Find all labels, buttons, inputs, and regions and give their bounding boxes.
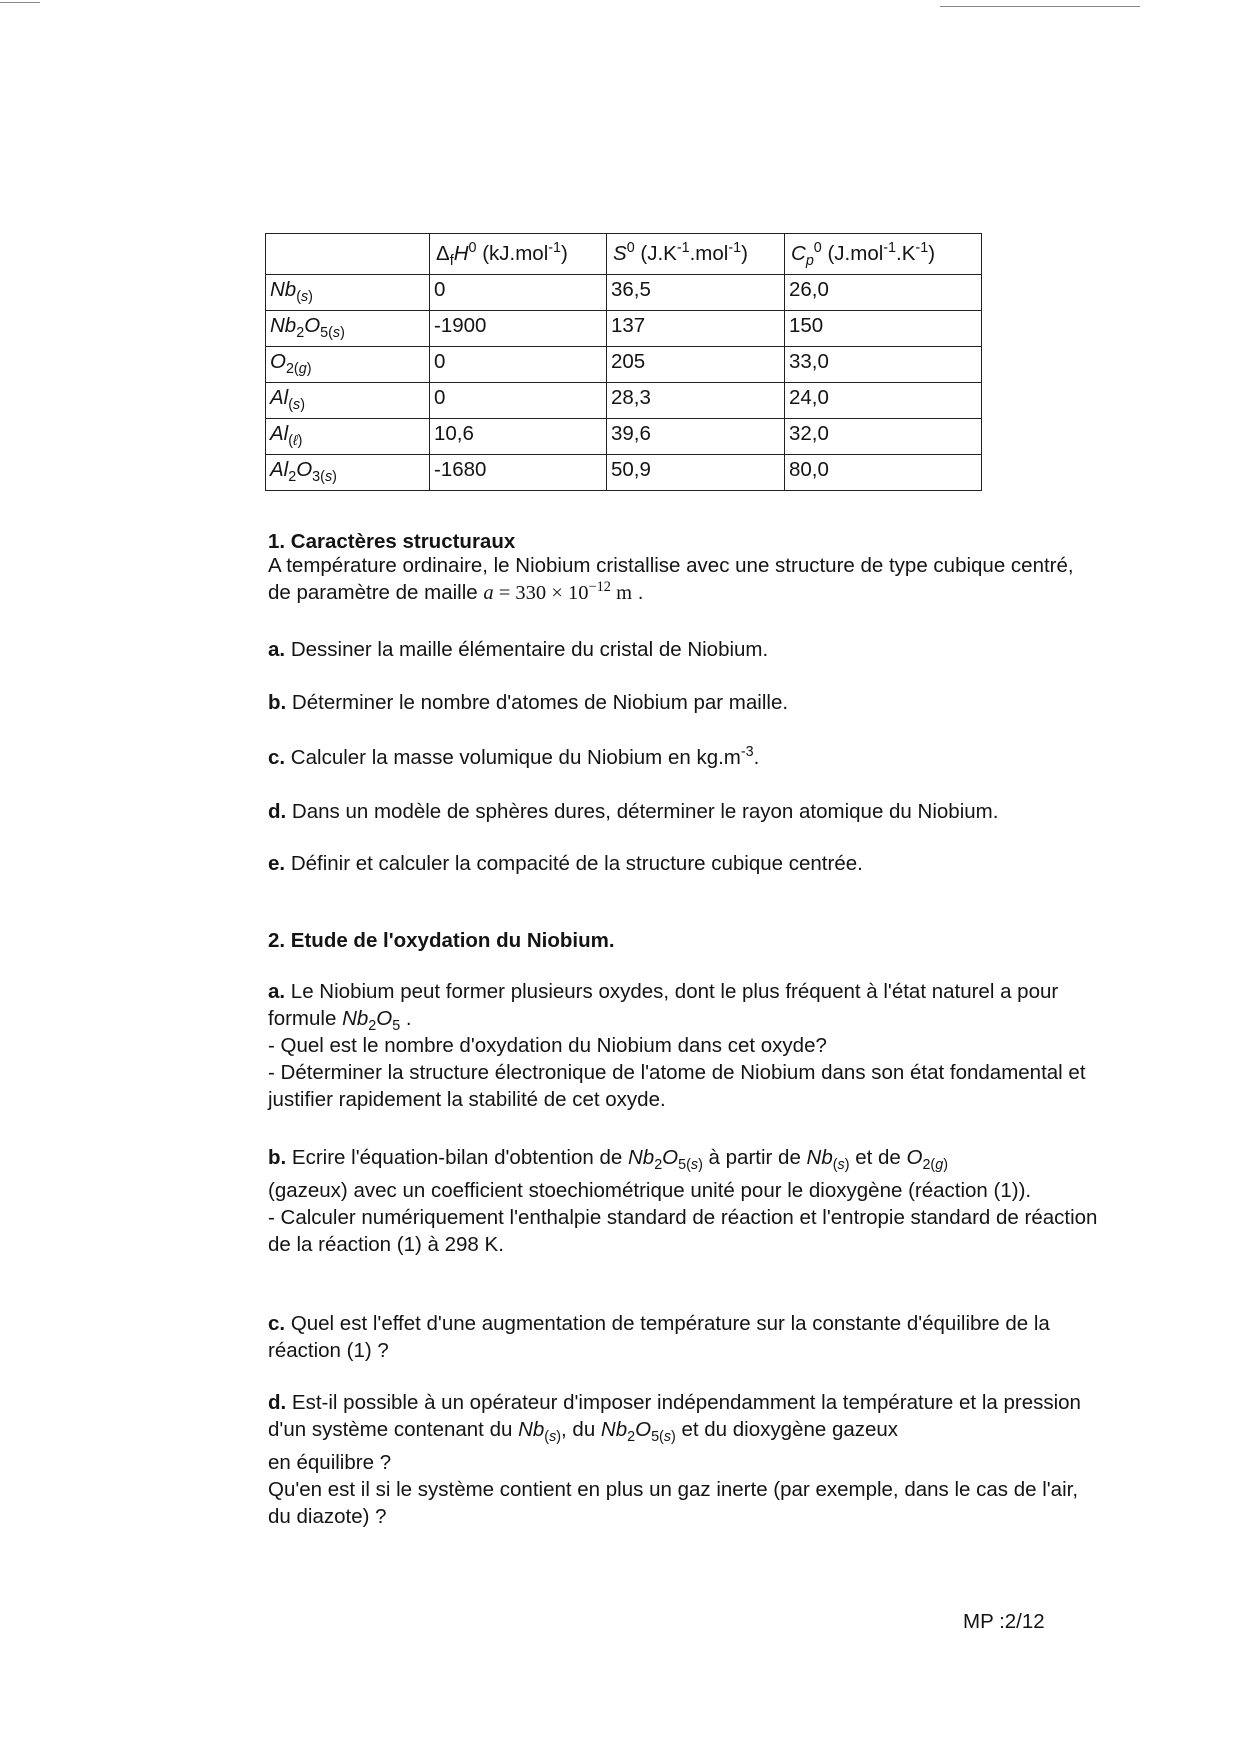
species-cell: $Nb_2O_{5(s)}$ bbox=[266, 311, 430, 347]
dfh-cell: 0 bbox=[430, 275, 607, 311]
s-cell: 205 bbox=[607, 347, 785, 383]
s-cell: 28,3 bbox=[607, 383, 785, 419]
header-dfh: $\Delta_fH^0$ (kJ.mol$^{-1}$) bbox=[430, 234, 607, 275]
scan-artifact-right bbox=[940, 6, 1140, 7]
s-cell: 50,9 bbox=[607, 455, 785, 491]
cp-cell: 33,0 bbox=[785, 347, 982, 383]
question-1a: a. Dessiner la maille élémentaire du cristal de Niobium. bbox=[268, 638, 769, 661]
header-s: $S^0$ $(J.K^{-1}.mol^{-1})$ bbox=[607, 234, 785, 275]
question-2b: b. Ecrire l'équation-bilan d'obtention de $Nb_2O_{5(s)}$ à partir de $Nb_{(s)}$ et de $O_{2(g)}$ (gazeux) avec un coefficient stoechiométrique unité pour le dioxygène (réaction (1)). - Calculer numériquement l'enthalpie standard de réaction et l'entropie standard de réaction de la réaction (1) à 298 K. bbox=[268, 1146, 1098, 1256]
cp-cell: 24,0 bbox=[785, 383, 982, 419]
dfh-cell: 0 bbox=[430, 383, 607, 419]
question-1e: e. Définir et calculer la compacité de la structure cubique centrée. bbox=[268, 852, 863, 875]
section1-title: 1. Caractères structuraux bbox=[268, 530, 516, 553]
thermo-data-table bbox=[265, 233, 982, 491]
species-cell: $Al_{(s)}$ bbox=[266, 383, 430, 419]
table-row bbox=[266, 347, 982, 383]
dfh-cell: -1900 bbox=[430, 311, 607, 347]
section1-intro: A température ordinaire, le Niobium cristallise avec une structure de type cubique centré, de paramètre de maille $a = 330 \times 10^{-12}$ m . bbox=[268, 554, 1074, 604]
question-2a: a. Le Niobium peut former plusieurs oxydes, dont le plus fréquent à l'état naturel a pour formule $Nb_2O_5$ . - Quel est le nombre d'oxydation du Niobium dans cet oxyde? - Déterminer la structure électronique de l'atome de Niobium dans son état fondamental et justifier rapidement la stabilité de cet oxyde. bbox=[268, 980, 1086, 1111]
question-2c: c. Quel est l'effet d'une augmentation de température sur la constante d'équilibre de la réaction (1) ? bbox=[268, 1312, 1050, 1362]
table-row bbox=[266, 275, 982, 311]
s-cell: 36,5 bbox=[607, 275, 785, 311]
question-2d: d. Est-il possible à un opérateur d'imposer indépendamment la température et la pression d'un système contenant du $Nb_{(s)}$, du $Nb_2O_{5(s)}$ et du dioxygène gazeux en équilibre ? Qu'en est il si le système contient en plus un gaz inerte (par exemple, dans le cas de l'air, du diazote) ? bbox=[268, 1391, 1081, 1528]
species-cell: $Al_{(\ell)}$ bbox=[266, 419, 430, 455]
s-cell: 137 bbox=[607, 311, 785, 347]
table-row bbox=[266, 455, 982, 491]
dfh-cell: 10,6 bbox=[430, 419, 607, 455]
question-1b: b. Déterminer le nombre d'atomes de Niobium par maille. bbox=[268, 691, 789, 714]
header-cp: $C_p^0$ $(J.mol^{-1}.K^{-1})$ bbox=[785, 234, 982, 275]
species-cell: $Nb_{(s)}$ bbox=[266, 275, 430, 311]
table-row bbox=[266, 311, 982, 347]
header-empty bbox=[266, 234, 430, 275]
cp-cell: 26,0 bbox=[785, 275, 982, 311]
cp-cell: 80,0 bbox=[785, 455, 982, 491]
table-row bbox=[266, 419, 982, 455]
page-number: MP :2/12 bbox=[963, 1610, 1045, 1633]
table-header-row bbox=[266, 234, 982, 275]
cp-cell: 32,0 bbox=[785, 419, 982, 455]
species-cell: $O_{2(g)}$ bbox=[266, 347, 430, 383]
dfh-cell: -1680 bbox=[430, 455, 607, 491]
cp-cell: 150 bbox=[785, 311, 982, 347]
section2-title: 2. Etude de l'oxydation du Niobium. bbox=[268, 929, 615, 952]
species-cell: $Al_2O_{3(s)}$ bbox=[266, 455, 430, 491]
question-1c: c. Calculer la masse volumique du Niobium en $kg.m^{-3}$. bbox=[268, 744, 760, 769]
dfh-cell: 0 bbox=[430, 347, 607, 383]
question-1d: d. Dans un modèle de sphères dures, déterminer le rayon atomique du Niobium. bbox=[268, 800, 999, 823]
scan-artifact-left bbox=[0, 2, 40, 3]
s-cell: 39,6 bbox=[607, 419, 785, 455]
table-row bbox=[266, 383, 982, 419]
